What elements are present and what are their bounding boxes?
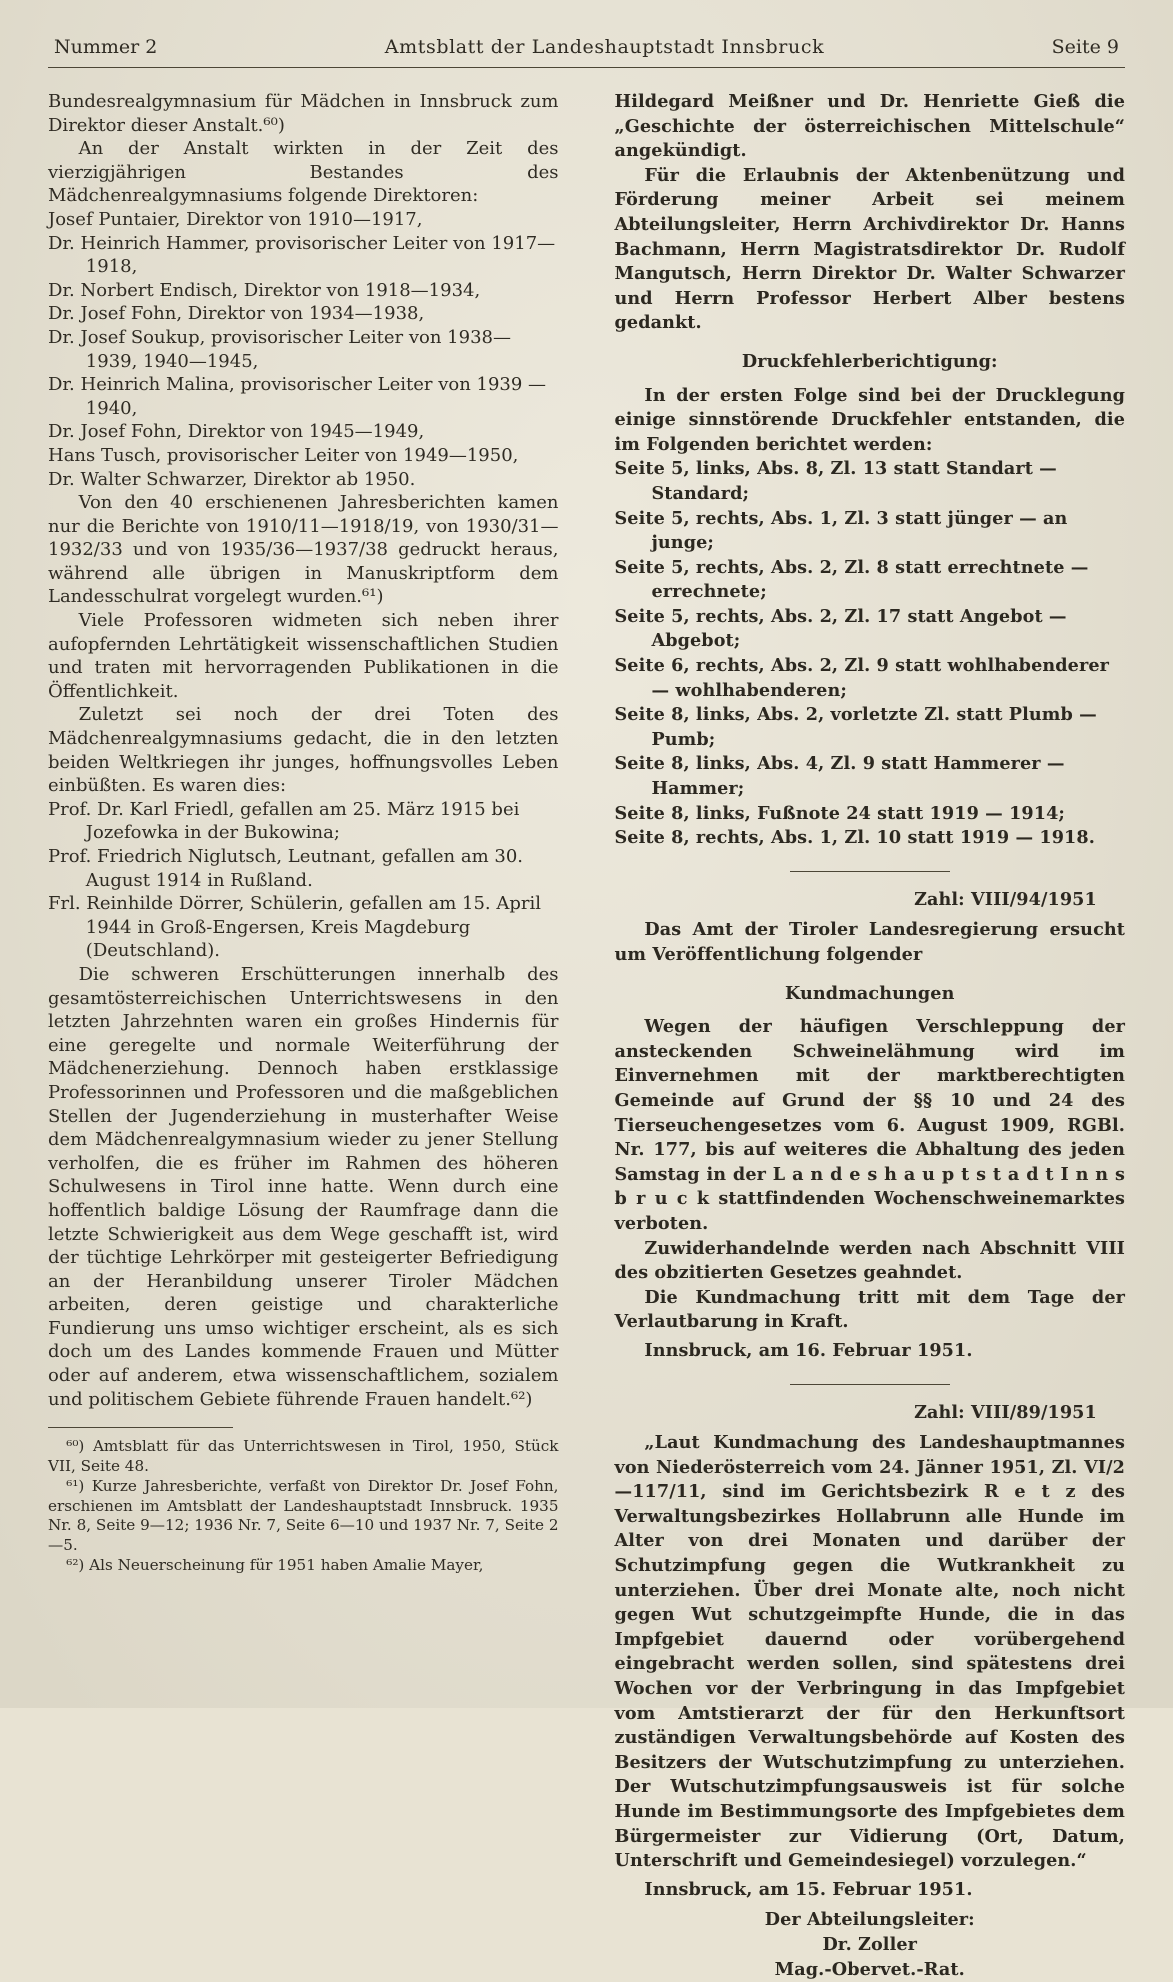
- signature-role: Der Abteilungsleiter:: [764, 1909, 975, 1931]
- paragraph-inkrafttreten: Die Kundmachung tritt mit dem Tage der Verlautbarung in Kraft.: [614, 1286, 1125, 1333]
- director-entry: Dr. Norbert Endisch, Direktor von 1918—1934,: [48, 279, 481, 301]
- paragraph-zuwiderhandelnde: Zuwiderhandelnde werden nach Abschnitt VIII des obzitierten Gesetzes geahndet.: [614, 1237, 1125, 1284]
- signature-title: Mag.-Obervet.-Rat.: [774, 1958, 965, 1980]
- paragraph-toten: Zuletzt sei noch der drei Toten des Mädchenrealgymnasiums gedacht, die in den letzten beiden Weltkriegen ihr junges, hoffnungsvolles Leben einbüßten. Es waren dies:: [48, 704, 559, 797]
- masthead-title: Amtsblatt der Landeshauptstadt Innsbruck: [384, 36, 825, 58]
- section-heading-kundmachungen: Kundmachungen: [785, 982, 955, 1004]
- reference-number-89: Zahl: VIII/89/1951: [914, 1401, 1097, 1423]
- fallen-entry: Frl. Reinhilde Dörrer, Schülerin, gefallen am 15. April 1944 in Groß-Engersen, Kreis Magdeburg (Deutschland).: [48, 893, 542, 962]
- footnote: ⁶²) Als Neuerscheinung für 1951 haben Amalie Mayer,: [66, 1556, 484, 1575]
- left-column: [48, 90, 559, 1982]
- correction-entry: Seite 6, rechts, Abs. 2, Zl. 9 statt wohlhabenderer — wohlhabenderen;: [614, 655, 1109, 701]
- section-divider: [790, 1384, 950, 1385]
- director-entry: Dr. Josef Fohn, Direktor von 1934—1938,: [48, 303, 425, 325]
- signature-name: Dr. Zoller: [822, 1933, 918, 1955]
- section-heading-druckfehlerberichtigung: Druckfehlerberichtigung:: [741, 350, 998, 372]
- correction-entry: Seite 8, links, Abs. 2, vorletzte Zl. statt Plumb — Pumb;: [614, 704, 1097, 750]
- paragraph-anstalt: An der Anstalt wirkten in der Zeit des vierzigjährigen Bestandes des Mädchenrealgymnasiums folgende Direktoren:: [48, 138, 559, 207]
- right-column: [615, 90, 1126, 1982]
- correction-entry: Seite 8, rechts, Abs. 1, Zl. 10 statt 1919 — 1918.: [614, 827, 1095, 849]
- correction-entry: Seite 8, links, Fußnote 24 statt 1919 — 1914;: [614, 802, 1066, 824]
- correction-entry: Seite 5, rechts, Abs. 1, Zl. 3 statt jünger — an junge;: [614, 507, 1068, 554]
- director-entry: Dr. Walter Schwarzer, Direktor ab 1950.: [48, 468, 416, 490]
- reference-number-94: Zahl: VIII/94/1951: [914, 888, 1097, 910]
- masthead-page-number: Seite 9: [1051, 36, 1119, 58]
- director-entry: Dr. Heinrich Hammer, provisorischer Leiter von 1917—1918,: [48, 232, 556, 278]
- paragraph-schluss: Die schweren Erschütterungen innerhalb des gesamtösterreichischen Unterrichtswesens in den letzten Jahrzehnten waren ein großes Hindernis für eine geregelte und normale Weiterführung der Mädchenerziehung. Dennoch haben erstklassige Professorinnen und Professoren und die maßgeblichen Stellen der Jugenderziehung in musterhafter Weise dem Mädchenrealgymnasium wieder zu jener Stellung verholfen, die es früher im Rahmen des höheren Schulwesens in Tirol inne hatte. Wenn durch eine hoffentlich baldige Lösung der Raumfrage dann die letzte Schwierigkeit aus dem Wege geschafft ist, wird der tüchtige Lehrkörper mit gesteigerter Befriedigung an der Heranbildung unserer Tiroler Mädchen arbeiten, deren geistige und charakterliche Fundierung uns umso wichtiger erscheint, als es sich doch um des Landes kommende Frauen und Mütter oder auf anderem, etwa wissenschaftlichem, sozialem und politischem Gebiete führende Frauen handelt.⁶²): [48, 963, 559, 1410]
- masthead: [48, 36, 1125, 68]
- correction-entry: Seite 8, links, Abs. 4, Zl. 9 statt Hammerer — Hammer;: [614, 753, 1065, 800]
- paragraph-jahresberichte: Von den 40 erschienenen Jahresberichten kamen nur die Berichte von 1910/11—1918/19, von 1930/31—1932/33 und von 1935/36—1937/38 gedruckt heraus, während alle übrigen in Manuskriptform dem Landesschulrat vorgelegt wurden.⁶¹): [48, 492, 559, 608]
- director-entry: Dr. Josef Soukup, provisorischer Leiter von 1938— 1939, 1940—1945,: [48, 326, 511, 372]
- date-line: Innsbruck, am 15. Februar 1951.: [644, 1878, 973, 1900]
- paragraph-continuation: Hildegard Meißner und Dr. Henriette Gieß die „Geschichte der österreichischen Mittelschule“ angekündigt.: [614, 91, 1125, 162]
- paragraph-schweinemarkt: Wegen der häufigen Verschleppung der ansteckenden Schweinelähmung wird im Einvernehmen mit der marktberechtigten Gemeinde auf Grund der §§ 10 und 24 des Tierseuchengesetzes vom 6. August 1909, RGBl. Nr. 177, bis auf weiteres die Abhaltung des jeden Samstag in der L a n d e s h a u p t s t a d t I n n s b r u c k stattfindenden Wochenschweinemarktes verboten.: [614, 1016, 1125, 1234]
- footnote: ⁶⁰) Amtsblatt für das Unterrichtswesen in Tirol, 1950, Stück VII, Seite 48.: [48, 1437, 559, 1476]
- footnote-divider: [48, 1427, 233, 1428]
- two-column-layout: [48, 90, 1125, 1982]
- paragraph-professoren: Viele Professoren widmeten sich neben ihrer aufopfernden Lehrtätigkeit wissenschaftlichen Studien und traten mit hervorragenden Publikationen in die Öffentlichkeit.: [48, 610, 559, 702]
- director-entry: Dr. Josef Fohn, Direktor von 1945—1949,: [48, 421, 425, 443]
- signature-block: [615, 1908, 1126, 1982]
- paragraph-continuation: Bundesrealgymnasium für Mädchen in Innsbruck zum Direktor dieser Anstalt.⁶⁰): [48, 91, 559, 136]
- paragraph-folge: In der ersten Folge sind bei der Drucklegung einige sinnstörende Druckfehler entstanden, die im Folgenden berichtet werden:: [614, 384, 1125, 455]
- masthead-issue-number: Nummer 2: [54, 36, 158, 58]
- footnote: ⁶¹) Kurze Jahresberichte, verfaßt von Direktor Dr. Josef Fohn, erschienen im Amtsblatt der Landeshauptstadt Innsbruck. 1935 Nr. 8, Seite 9—12; 1936 Nr. 7, Seite 6—10 und 1937 Nr. 7, Seite 2—5.: [48, 1476, 559, 1555]
- paragraph-wutschutzimpfung: „Laut Kundmachung des Landeshauptmannes von Niederösterreich vom 24. Jänner 1951, Zl. VI/2—117/11, sind im Gerichtsbezirk R e t z des Verwaltungsbezirkes Hollabrunn alle Hunde im Alter von drei Monaten und darüber der Schutzimpfung gegen die Wutkrankheit zu unterziehen. Über drei Monate alte, noch nicht gegen Wut schutzgeimpfte Hunde, die in das Impfgebiet dauernd oder vorübergehend eingebracht werden sollen, sind spätestens drei Wochen vor der Verbringung in das Impfgebiet vom Amtstierarzt der für den Herkunftsort zuständigen Verwaltungsbehörde auf Kosten des Besitzers der Wutschutzimpfung zu unterziehen. Der Wutschutzimpfungsausweis ist für solche Hunde im Bestimmungsorte des Impfgebietes dem Bürgermeister zur Vidierung (Ort, Datum, Unterschrift und Gemeindesiegel) vorzulegen.“: [614, 1432, 1125, 1872]
- director-entry: Josef Puntaier, Direktor von 1910—1917,: [48, 208, 423, 230]
- paragraph-dank: Für die Erlaubnis der Aktenbenützung und Förderung meiner Arbeit sei meinem Abteilungsleiter, Herrn Archivdirektor Dr. Hanns Bachmann, Herrn Magistratsdirektor Dr. Rudolf Mangutsch, Herrn Direktor Dr. Walter Schwarzer und Herrn Professor Herbert Alber bestens gedankt.: [614, 164, 1125, 334]
- date-line: Innsbruck, am 16. Februar 1951.: [644, 1339, 973, 1361]
- fallen-entry: Prof. Dr. Karl Friedl, gefallen am 25. März 1915 bei Jozefowka in der Bukowina;: [48, 798, 520, 844]
- correction-entry: Seite 5, rechts, Abs. 2, Zl. 17 statt Angebot — Abgebot;: [614, 605, 1067, 652]
- paragraph-amt: Das Amt der Tiroler Landesregierung ersucht um Veröffentlichung folgender: [614, 919, 1125, 965]
- director-entry: Hans Tusch, provisorischer Leiter von 1949—1950,: [48, 444, 519, 466]
- correction-entry: Seite 5, links, Abs. 8, Zl. 13 statt Standart — Standard;: [614, 458, 1057, 504]
- correction-entry: Seite 5, rechts, Abs. 2, Zl. 8 statt errechtnete — errechnete;: [614, 556, 1089, 603]
- fallen-entry: Prof. Friedrich Niglutsch, Leutnant, gefallen am 30. August 1914 in Rußland.: [48, 846, 523, 891]
- section-divider: [790, 871, 950, 872]
- director-entry: Dr. Heinrich Malina, provisorischer Leiter von 1939 —1940,: [48, 374, 547, 419]
